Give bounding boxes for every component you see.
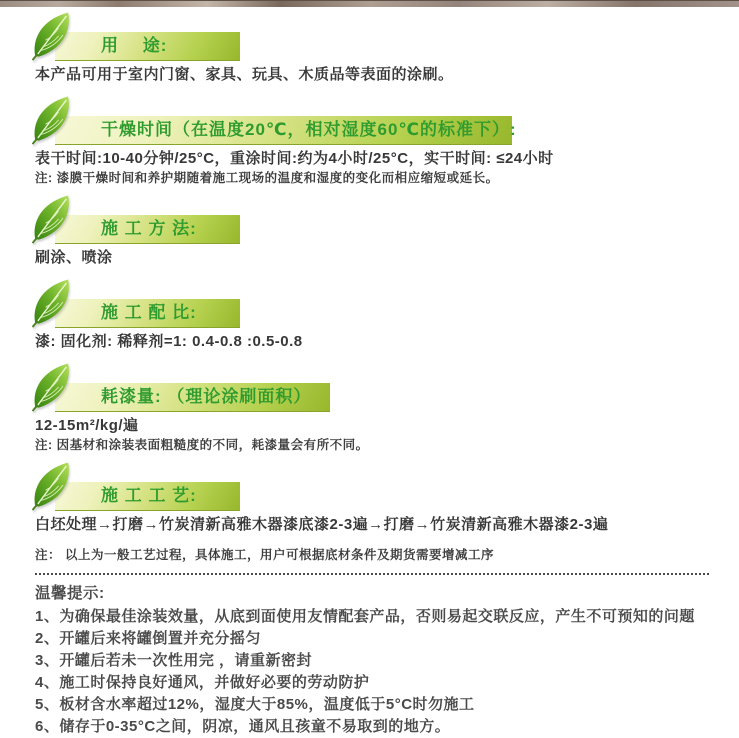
tip-item: 5、板材含水率超过12%，湿度大于85%，温度低于5°C时勿施工 — [35, 696, 475, 713]
section-mixing-ratio — [28, 276, 739, 352]
leaf-icon — [28, 459, 84, 511]
tip-item: 2、开罐后来将罐倒置并充分摇匀 — [35, 630, 261, 647]
section-body: 白坯处理→打磨→竹炭清新高雅木器漆底漆2-3遍→打磨→竹炭清新高雅木器漆2-3遍 — [35, 516, 609, 533]
banner-row — [28, 192, 739, 244]
tips-block — [35, 583, 739, 738]
section-banner — [55, 383, 330, 412]
section-drying-time — [28, 93, 739, 186]
section-body: 本产品可用于室内门窗、家具、玩具、木质品等表面的涂刷。 — [35, 66, 454, 83]
leaf-icon — [28, 9, 84, 61]
section-note: 注： 以上为一般工艺过程，具体施工，用户可根据底材条件及期货需要增减工序 — [35, 548, 494, 562]
dotted-divider — [35, 573, 709, 575]
section-note: 注: 漆膜干燥时间和养护期随着施工现场的温度和湿度的变化而相应缩短或延长。 — [35, 171, 499, 185]
top-wood-strip — [0, 0, 739, 7]
section-banner — [55, 116, 517, 145]
section-title: 耗漆量: （理论涂刷面积） — [101, 387, 312, 406]
banner-row — [28, 9, 739, 61]
banner-row — [28, 276, 739, 328]
section-title: 施 工 方 法: — [101, 219, 197, 238]
banner-row — [28, 360, 739, 412]
leaf-icon — [28, 93, 84, 145]
section-title: 施 工 配 比: — [101, 303, 197, 322]
banner-row — [28, 93, 739, 145]
section-usage — [28, 9, 739, 85]
tip-item: 3、开罐后若未一次性用完 ，请重新密封 — [35, 652, 313, 669]
section-body: 12-15m²/kg/遍 — [35, 417, 139, 434]
section-note: 注: 因基材和涂装表面粗糙度的不同，耗漆量会有所不同。 — [35, 438, 369, 452]
tip-item: 1、为确保最佳涂装效量，从底到面使用友情配套产品，否则易起交联反应，产生不可预知的问题 — [35, 608, 695, 625]
section-body: 表干时间:10-40分钟/25°C，重涂时间:约为4小时/25°C，实干时间: ≤24小时 — [35, 150, 554, 167]
banner-row — [28, 459, 739, 511]
section-coverage — [28, 360, 739, 453]
section-title: 干燥时间（在温度20℃，相对湿度60℃的标准下）: — [101, 120, 517, 139]
section-body: 刷涂、喷涂 — [35, 249, 113, 266]
section-title: 用 途: — [101, 36, 168, 55]
leaf-icon — [28, 192, 84, 244]
section-title: 施 工 工 艺: — [101, 486, 197, 505]
tips-title: 温馨提示: — [35, 585, 105, 602]
leaf-icon — [28, 276, 84, 328]
leaf-icon — [28, 360, 84, 412]
section-process — [28, 459, 739, 563]
tip-item: 6、储存于0-35°C之间，阴凉，通风且孩童不易取到的地方。 — [35, 718, 451, 735]
tip-item: 4、施工时保持良好通风，并做好必要的劳动防护 — [35, 674, 370, 691]
section-application-method — [28, 192, 739, 268]
section-body: 漆: 固化剂: 稀释剂=1: 0.4-0.8 :0.5-0.8 — [35, 333, 303, 350]
